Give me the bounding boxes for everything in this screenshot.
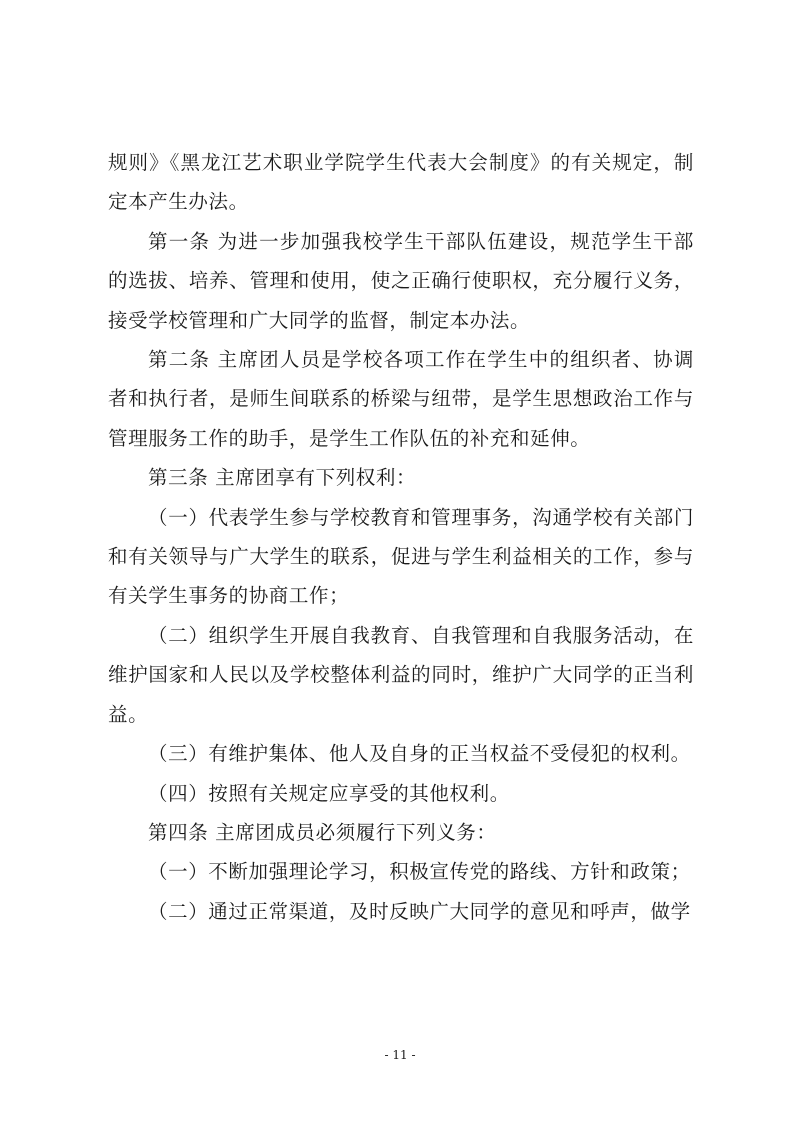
article-3-item-2: （二）组织学生开展自我教育、自我管理和自我服务活动，在维护国家和人民以及学校整体利益的同时，维护广大同学的正当利益。 xyxy=(108,623,694,726)
article-4-heading: 第四条 主席团成员必须履行下列义务： xyxy=(148,820,497,844)
article-3-heading: 第三条 主席团享有下列权利： xyxy=(148,466,417,490)
page-number: - 11 - xyxy=(384,1048,416,1062)
document-body xyxy=(108,143,694,931)
article-3-item-4: （四）按照有关规定应享受的其他权利。 xyxy=(148,781,510,805)
article-1: 第一条 为进一步加强我校学生干部队伍建设，规范学生干部的选拔、培养、管理和使用，使之正确行使职权，充分履行义务，接受学校管理和广大同学的监督，制定本办法。 xyxy=(108,229,694,332)
article-2: 第二条 主席团人员是学校各项工作在学生中的组织者、协调者和执行者，是师生间联系的桥梁与纽带，是学生思想政治工作与管理服务工作的助手，是学生工作队伍的补充和延伸。 xyxy=(108,348,694,450)
article-3-item-1: （一）代表学生参与学校教育和管理事务，沟通学校有关部门和有关领导与广大学生的联系，促进与学生利益相关的工作，参与有关学生事务的协商工作； xyxy=(108,505,694,608)
article-4-item-1: （一）不断加强理论学习，积极宣传党的路线、方针和政策； xyxy=(148,860,691,884)
article-3-item-3: （三）有维护集体、他人及自身的正当权益不受侵犯的权利。 xyxy=(148,742,691,766)
paragraph-continuation: 规则》《黑龙江艺术职业学院学生代表大会制度》的有关规定，制定本产生办法。 xyxy=(108,151,694,214)
article-4-item-2: （二）通过正常渠道，及时反映广大同学的意见和呼声，做学 xyxy=(148,899,691,923)
